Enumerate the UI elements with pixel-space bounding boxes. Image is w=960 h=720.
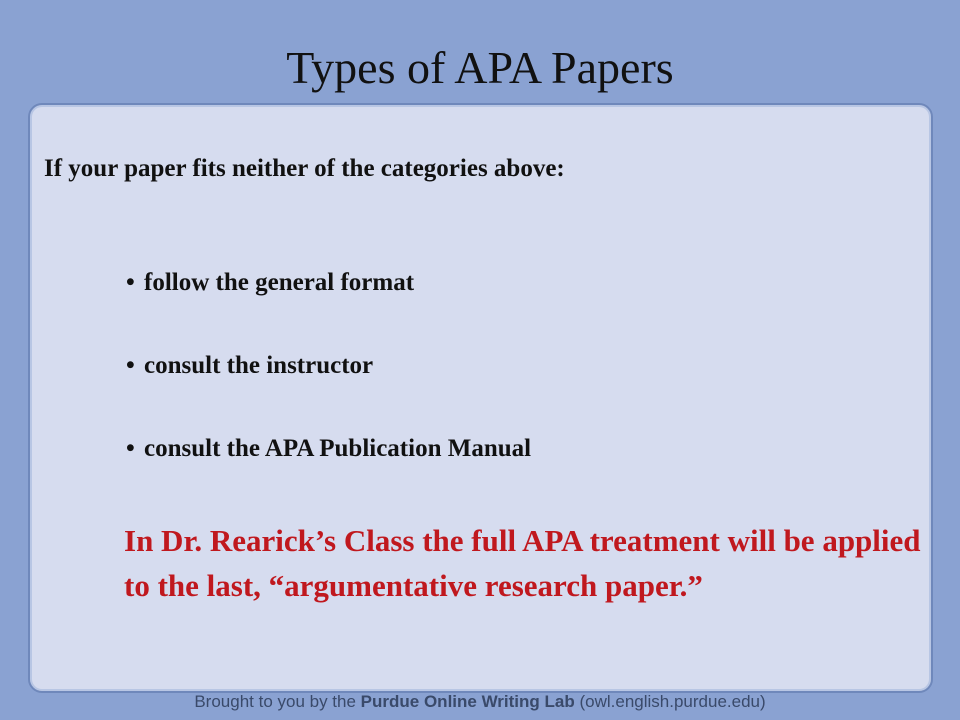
footer-prefix: Brought to you by the	[194, 692, 356, 711]
bullet-text: consult the instructor	[144, 352, 374, 379]
footer-credit	[0, 692, 960, 712]
bullet-item	[126, 269, 531, 352]
bullet-marker: •	[126, 269, 135, 296]
bullet-text: follow the general format	[144, 269, 415, 296]
bullet-item	[126, 435, 531, 518]
bullet-text: consult the APA Publication Manual	[144, 435, 532, 462]
class-note: In Dr. Rearick’s Class the full APA treatment will be applied to the last, “argumentative research paper.”	[124, 523, 921, 603]
intro-text: If your paper fits neither of the categories above:	[44, 155, 565, 182]
footer-brand: Purdue Online Writing Lab	[360, 692, 575, 711]
footer-suffix: (owl.english.purdue.edu)	[579, 692, 766, 711]
bullet-marker: •	[126, 435, 135, 462]
bullet-list	[126, 269, 531, 518]
slide-title: Types of APA Papers	[286, 42, 674, 93]
bullet-marker: •	[126, 352, 135, 379]
bullet-item	[126, 352, 531, 435]
content-panel	[28, 103, 933, 693]
